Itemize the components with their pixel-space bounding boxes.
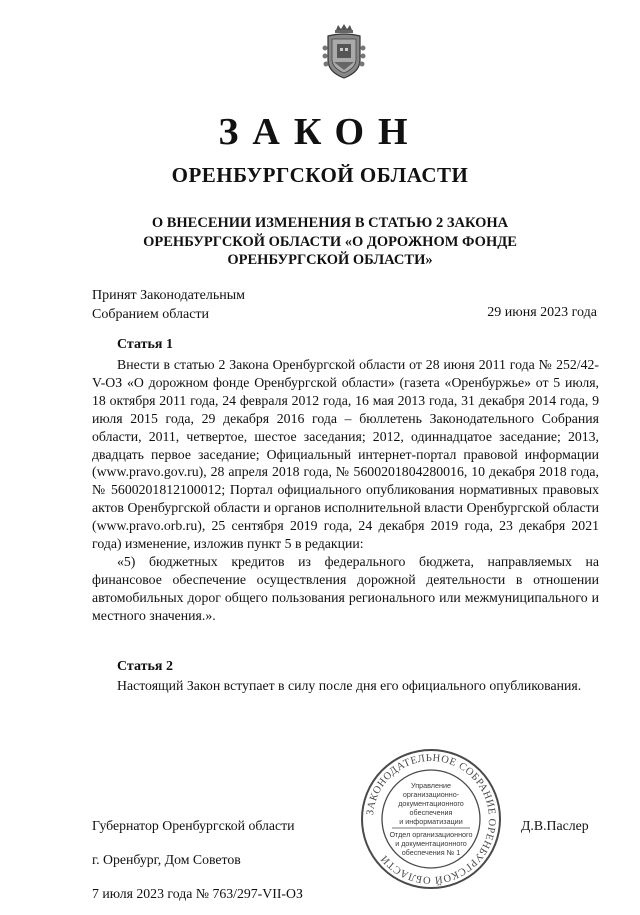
article-1-heading: Статья 1 [117, 337, 173, 352]
article-2-heading: Статья 2 [117, 659, 173, 674]
adoption-date: 29 июня 2023 года [487, 305, 597, 320]
stamp-line-8: обеспечения № 1 [401, 848, 461, 857]
law-title: ЗАКОН [218, 111, 422, 153]
region-title: ОРЕНБУРГСКОЙ ОБЛАСТИ [171, 163, 469, 187]
stamp-line-6: Отдел организационного [389, 830, 473, 839]
stamp-line-4: обеспечения [409, 808, 453, 817]
coat-of-arms-icon [322, 22, 366, 82]
stamp-line-5: и информатизации [399, 817, 463, 826]
official-stamp [360, 748, 502, 890]
governor-position: Губернатор Оренбургской области [92, 818, 295, 833]
article-2-body [92, 677, 599, 695]
governor-name: Д.В.Паслер [521, 818, 589, 833]
article-2-text: Настоящий Закон вступает в силу после дня его официального опубликования. [117, 678, 582, 693]
law-subject: О ВНЕСЕНИИ ИЗМЕНЕНИЯ В СТАТЬЮ 2 ЗАКОНА ОРЕНБУРГСКОЙ ОБЛАСТИ «О ДОРОЖНОМ ФОНДЕ ОРЕНБУРГСКОЙ ОБЛАСТИ» [143, 215, 517, 268]
article-1-quote: «5) бюджетных кредитов из федерального бюджета, направляемых на финансовое обеспечение осуществления дорожной деятельности в отношении автомобильных дорог общего пользования регионального или межмуниципального и местного значения.». [92, 553, 599, 623]
adoption-line-1: Принят Законодательным [92, 288, 245, 303]
stamp-ring-text: ЗАКОНОДАТЕЛЬНОЕ СОБРАНИЕ ОРЕНБУРГСКОЙ ОБЛАСТИ [365, 752, 498, 886]
stamp-line-7: и документационного [395, 839, 467, 848]
article-1-body [92, 356, 599, 625]
adoption-line-2: Собранием области [92, 307, 210, 322]
adoption-info [92, 286, 245, 324]
signing-place: г. Оренбург, Дом Советов [92, 852, 241, 867]
stamp-line-1: Управление [411, 781, 451, 790]
stamp-line-3: документационного [398, 799, 464, 808]
stamp-line-2: организационно- [402, 790, 460, 799]
article-1-text: Внести в статью 2 Закона Оренбургской области от 28 июня 2011 года № 252/42-V-ОЗ «О дорожном фонде Оренбургской области» (газета «Оренбуржье» от 5 июля, 18 октября 2011 года, 24 февраля 2012 года, 16 мая 2013 года, 31 декабря 2014 года, 9 июля 2015 года, 29 декабря 2016 года – бюллетень Законодательного Собрания области, 2011, четвертое, шестое заседания; 2012, одиннадцатое заседание; 2013, двадцать первое заседание; Официальный интернет-портал правовой информации (www.pravo.gov.ru), 28 апреля 2018 года, № 5600201804280016, 10 декабря 2018 года, № 5600201812100012; Портал официального опубликования нормативных правовых актов Оренбургской области и органов исполнительной власти Оренбургской области (www.pravo.orb.ru), 25 сентября 2019 года, 24 декабря 2019 года, 23 декабря 2021 года) изменение, изложив пункт 5 в редакции: [92, 357, 599, 552]
law-date-number: 7 июля 2023 года № 763/297-VII-ОЗ [92, 886, 303, 901]
